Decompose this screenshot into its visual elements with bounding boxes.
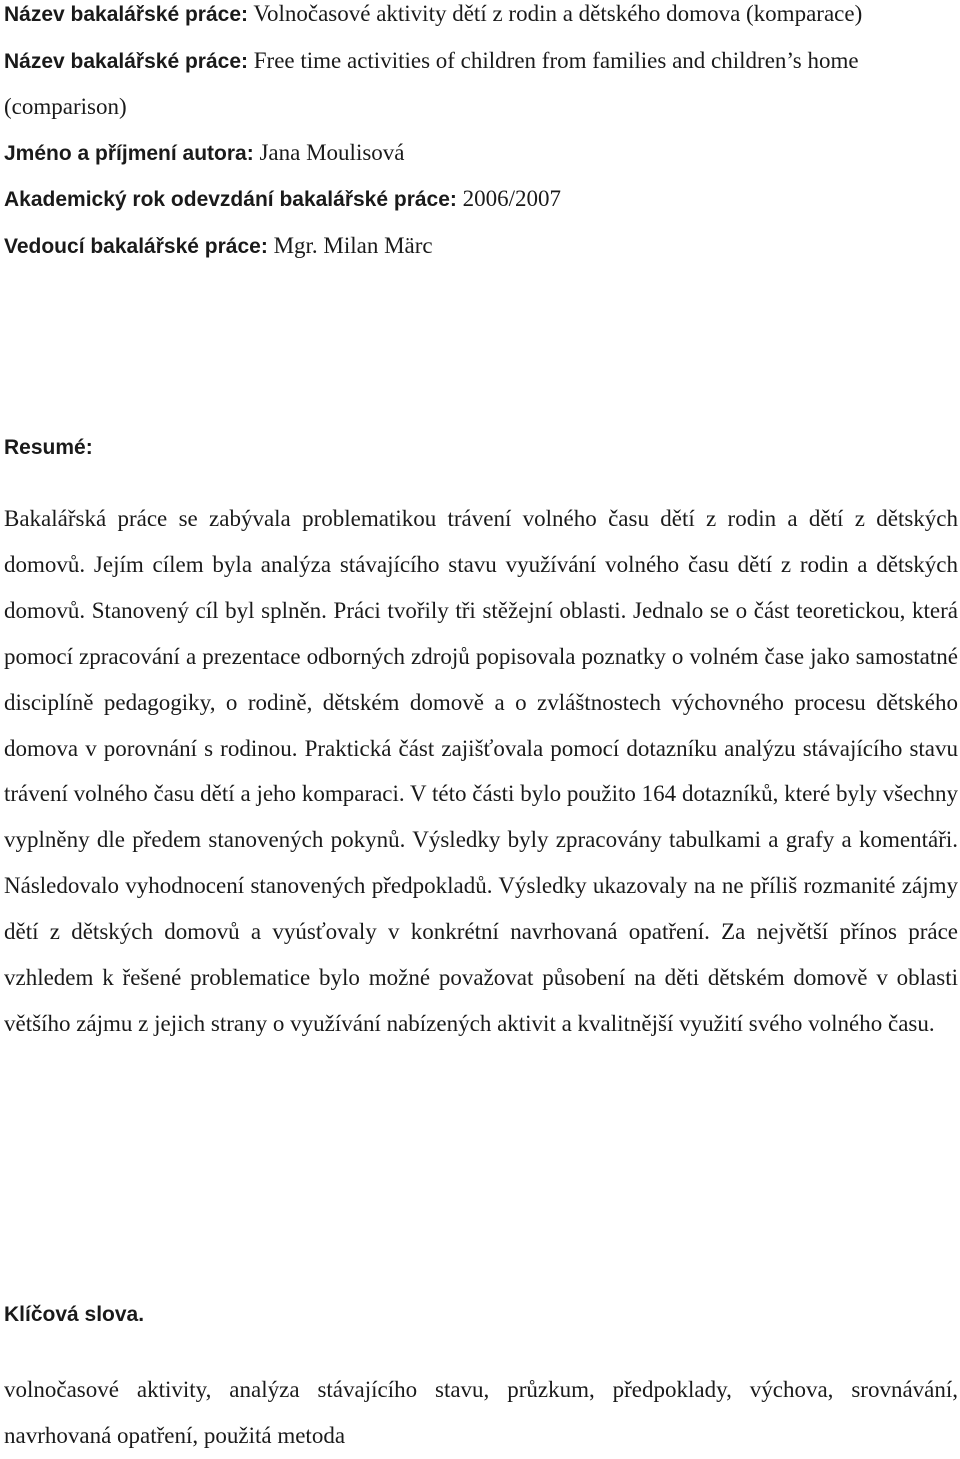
keywords-text: volnočasové aktivity, analýza stávajícího stavu, průzkum, předpoklady, výchova, srovnávání, navrhovaná opatření, použitá metoda <box>4 1377 958 1448</box>
author-name <box>4 130 958 177</box>
supervisor <box>4 223 958 270</box>
meta-label: Jméno a příjmení autora: <box>4 141 254 165</box>
meta-value: Free time activities of children from families and children’s home (comparison) <box>4 47 859 119</box>
meta-label: Akademický rok odevzdání bakalářské práce: <box>4 188 457 211</box>
meta-label: Název bakalářské práce: <box>4 3 248 26</box>
keywords-heading: Klíčová slova. <box>4 1303 145 1326</box>
meta-value: Volnočasové aktivity dětí z rodin a dětského domova (komparace) <box>248 1 863 26</box>
meta-value: 2006/2007 <box>456 186 562 211</box>
resume-heading: Resumé: <box>4 436 93 459</box>
resume-text: Bakalářská práce se zabývala problematikou trávení volného času dětí z rodin a dětí z dětských domovů. Jejím cílem byla analýza stávajícího stavu využívání volného času dětí z rodin a dětských domovů. Stanovený cíl byl splněn. Práci tvořily tři stěžejní oblasti. Jednalo se o část teoretickou, která pomocí zpracování a prezentace odborných zdrojů popisovala poznatky o volném čase jako samostatné disciplíně pedagogiky, o rodině, dětském domově a o zvláštnostech výchovného procesu dětského domova v porovnání s rodinou. Praktická část zajišťovala pomocí dotazníku analýzu stávajícího stavu trávení volného času dětí a jeho komparaci. V této části bylo použito 164 dotazníků, které byly všechny vyplněny dle předem stanovených pokynů. Výsledky byly zpracovány tabulkami a grafy a komentáři. Následovalo vyhodnocení stanovených předpokladů. Výsledky ukazovaly na ne příliš rozmanité zájmy dětí z dětských domovů a vyúsťovaly v konkrétní navrhovaná opatření. Za největší přínos práce vzhledem k řešené problematice bylo možné považovat působení na děti dětském domově v oblasti většího zájmu z jejich strany o využívání nabízených aktivit a kvalitnější využití svého volného času. <box>4 506 958 1036</box>
meta-value: Jana Moulisová <box>253 139 405 165</box>
thesis-title-czech <box>4 0 958 38</box>
meta-label: Vedoucí bakalářské práce: <box>4 234 268 258</box>
meta-value: Mgr. Milan Märc <box>267 232 433 258</box>
thesis-title-english <box>4 38 958 130</box>
academic-year <box>4 176 958 223</box>
meta-label: Název bakalářské práce: <box>4 49 248 73</box>
metadata-block <box>4 0 958 269</box>
